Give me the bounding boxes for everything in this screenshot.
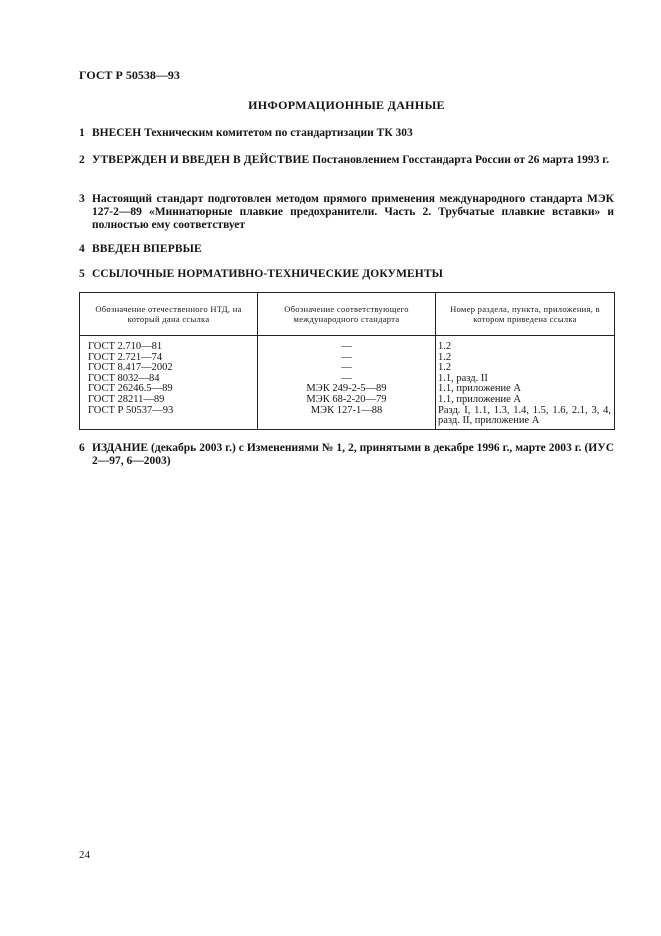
item-text: Постановлением Госстандарта России от 26 марта 1993 г. <box>312 154 610 166</box>
item-number: 6 <box>79 442 85 454</box>
national-doc-cell <box>80 336 258 430</box>
table-cell-line: 1.1, приложение А <box>438 393 521 405</box>
item-text-wrap <box>92 154 614 167</box>
info-item-1 <box>79 127 614 140</box>
item-text: ВНЕСЕН Техническим комитетом по стандартизации ТК 303 <box>92 127 413 139</box>
table-cell-line: 1.1, приложение А <box>438 383 521 395</box>
table-cell-line: ГОСТ 26246.5—89 <box>88 383 173 395</box>
table-cell-line: — <box>341 372 352 384</box>
table-cell-line: МЭК 127-1—88 <box>310 404 383 416</box>
info-item-6 <box>79 442 614 468</box>
document-code: ГОСТ Р 50538—93 <box>79 68 180 82</box>
item-number: 5 <box>79 268 85 280</box>
table-cell-line: ГОСТ Р 50537—93 <box>88 404 174 416</box>
table-cell-line: МЭК 68-2-20—79 <box>306 393 387 405</box>
item-number: 3 <box>79 193 85 205</box>
info-item-5 <box>79 268 614 281</box>
column-header-international-standard: Обозначение соответствующего международного стандарта <box>258 293 436 336</box>
table-cell-line: ГОСТ 2.721—74 <box>88 351 163 363</box>
section-number-cell <box>436 336 615 430</box>
item-caps-text: УТВЕРЖДЕН И ВВЕДЕН В ДЕЙСТВИЕ <box>92 154 310 166</box>
table-cell-line: ГОСТ 2.710—81 <box>88 341 163 352</box>
references-table <box>79 292 615 430</box>
section-heading: ИНФОРМАЦИОННЫЕ ДАННЫЕ <box>248 98 445 112</box>
table-cell-line: 1.1, разд. II <box>438 372 488 384</box>
table-cell-line: ГОСТ 28211—89 <box>88 393 165 405</box>
table-cell-line: 1.2 <box>438 362 452 374</box>
table-cell-line: 1.2 <box>438 341 452 352</box>
info-item-3 <box>79 193 614 232</box>
table-cell-line: 1.2 <box>438 351 452 363</box>
info-item-2 <box>79 154 614 167</box>
table-cell-line: ГОСТ 8.417—2002 <box>88 362 173 374</box>
item-number: 2 <box>79 154 85 166</box>
item-text: Настоящий стандарт подготовлен методом прямого применения международного стандарта МЭК 127-2—89 «Миниатюрные плавкие предохранители. Часть 2. Трубчатые плавкие вставки» и полностью ему соответствует <box>92 193 614 231</box>
table-cell-line: — <box>341 351 352 363</box>
table-cell-line: ГОСТ 8032—84 <box>88 372 160 384</box>
table-cell-line: Разд. I, 1.1, 1.3, 1.4, 1.5, 1.6, 2.1, 3, 4, разд. II, приложение А <box>438 404 611 427</box>
table-cell-line: — <box>341 341 352 352</box>
international-standard-cell <box>258 336 436 430</box>
table-cell-line: — <box>341 362 352 374</box>
page-number: 24 <box>79 849 90 861</box>
table-row <box>80 336 615 430</box>
item-number: 1 <box>79 127 85 139</box>
column-header-section-number: Номер раздела, пункта, приложения, в котором приведена ссылка <box>436 293 615 336</box>
item-number: 4 <box>79 243 85 255</box>
info-item-4 <box>79 243 614 256</box>
table-cell-line: МЭК 249-2-5—89 <box>306 383 387 395</box>
column-header-national-doc: Обозначение отечественного НТД, на который дана ссылка <box>80 293 258 336</box>
table-header-row <box>80 293 615 336</box>
item-caps-text: ВВЕДЕН ВПЕРВЫЕ <box>92 243 202 255</box>
item-caps-text: ССЫЛОЧНЫЕ НОРМАТИВНО-ТЕХНИЧЕСКИЕ ДОКУМЕНТЫ <box>92 268 444 280</box>
item-text: ИЗДАНИЕ (декабрь 2003 г.) с Изменениями № 1, 2, принятыми в декабре 1996 г., марте 2003 г. (ИУС 2—97, 6—2003) <box>92 442 614 467</box>
